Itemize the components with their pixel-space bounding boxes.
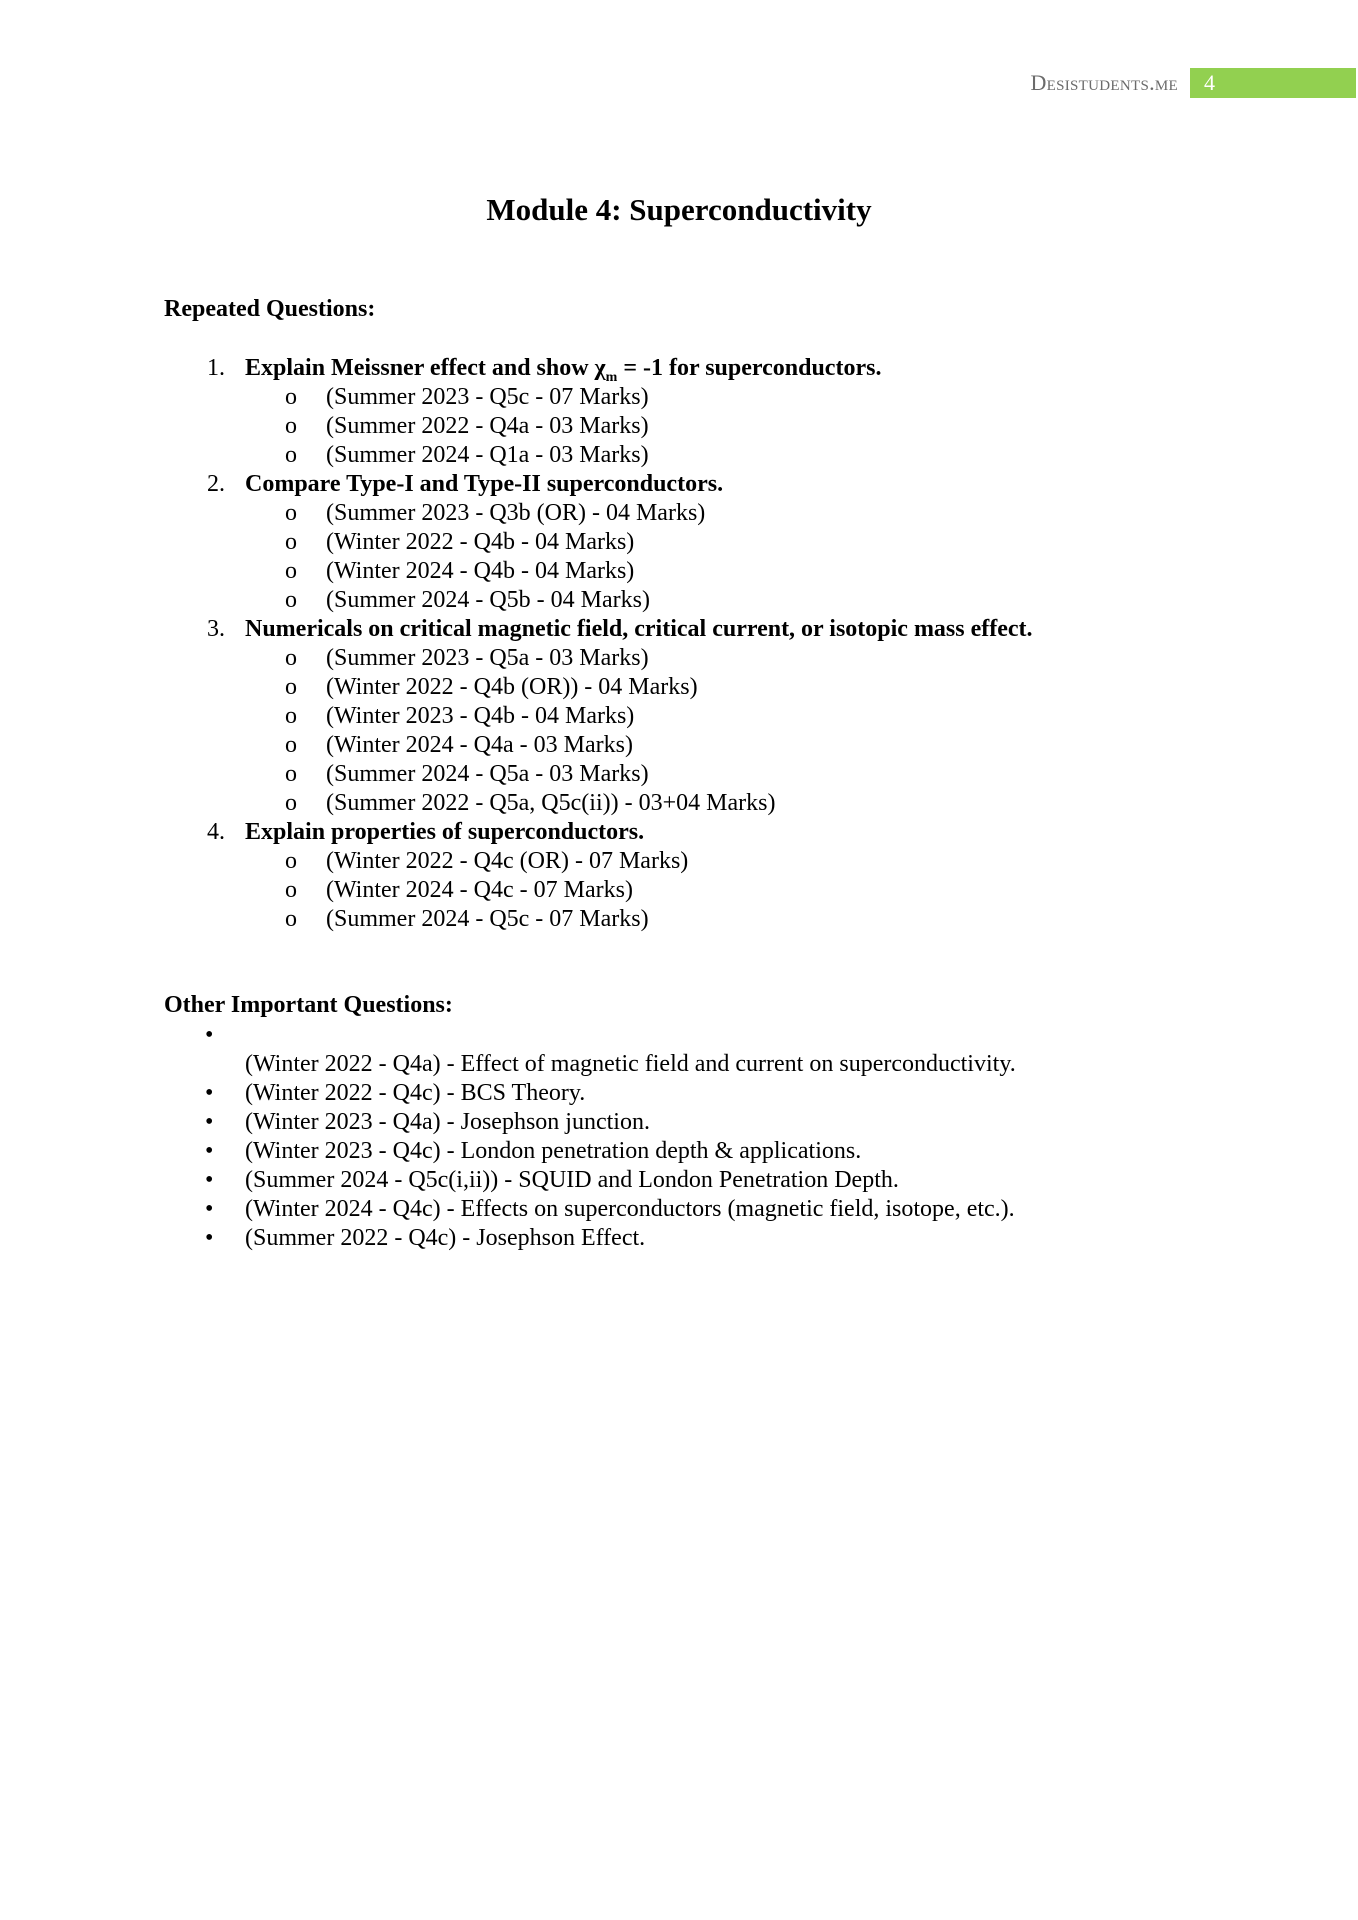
question-text: Explain Meissner effect and show $\chi_m = -1$ for superconductors. — [245, 355, 882, 385]
bullet-icon: • — [205, 1109, 214, 1135]
bullet-icon: • — [205, 1022, 214, 1048]
question-number: 4. — [207, 819, 225, 845]
site-name: Desistudents.me — [1030, 70, 1178, 95]
question-number: 2. — [207, 471, 225, 497]
list-item: (Winter 2022 - Q4c) - BCS Theory. — [245, 1080, 586, 1106]
question-number: 3. — [207, 616, 225, 642]
list-item: (Summer 2024 - Q5c(i,ii)) - SQUID and London Penetration Depth. — [245, 1167, 899, 1193]
question-text: Numericals on critical magnetic field, critical current, or isotopic mass effect. — [245, 616, 1033, 642]
bullet-icon: • — [205, 1167, 214, 1193]
list-item: (Summer 2022 - Q4c) - Josephson Effect. — [245, 1225, 646, 1251]
bullet-icon: • — [205, 1080, 214, 1106]
bullet-icon: • — [205, 1138, 214, 1164]
list-item: (Winter 2022 - Q4a) - Effect of magnetic field and current on superconductivity. — [245, 1051, 1016, 1077]
list-item: (Winter 2024 - Q4c) - Effects on superconductors (magnetic field, isotope, etc.). — [245, 1196, 1015, 1222]
page-title: Module 4: Superconductivity — [486, 192, 872, 227]
bullet-icon: • — [205, 1196, 214, 1222]
bullet-icon: • — [205, 1225, 214, 1251]
question-text: Explain properties of superconductors. — [245, 819, 645, 845]
other-questions-heading: Other Important Questions: — [164, 992, 453, 1018]
list-item: (Winter 2023 - Q4a) - Josephson junction. — [245, 1109, 650, 1135]
question-text: Compare Type-I and Type-II superconductors. — [245, 471, 724, 497]
page-number: 4 — [1190, 68, 1356, 98]
question-number: 1. — [207, 355, 225, 381]
repeated-questions-heading: Repeated Questions: — [164, 296, 376, 322]
list-item: (Winter 2023 - Q4c) - London penetration depth & applications. — [245, 1138, 862, 1164]
